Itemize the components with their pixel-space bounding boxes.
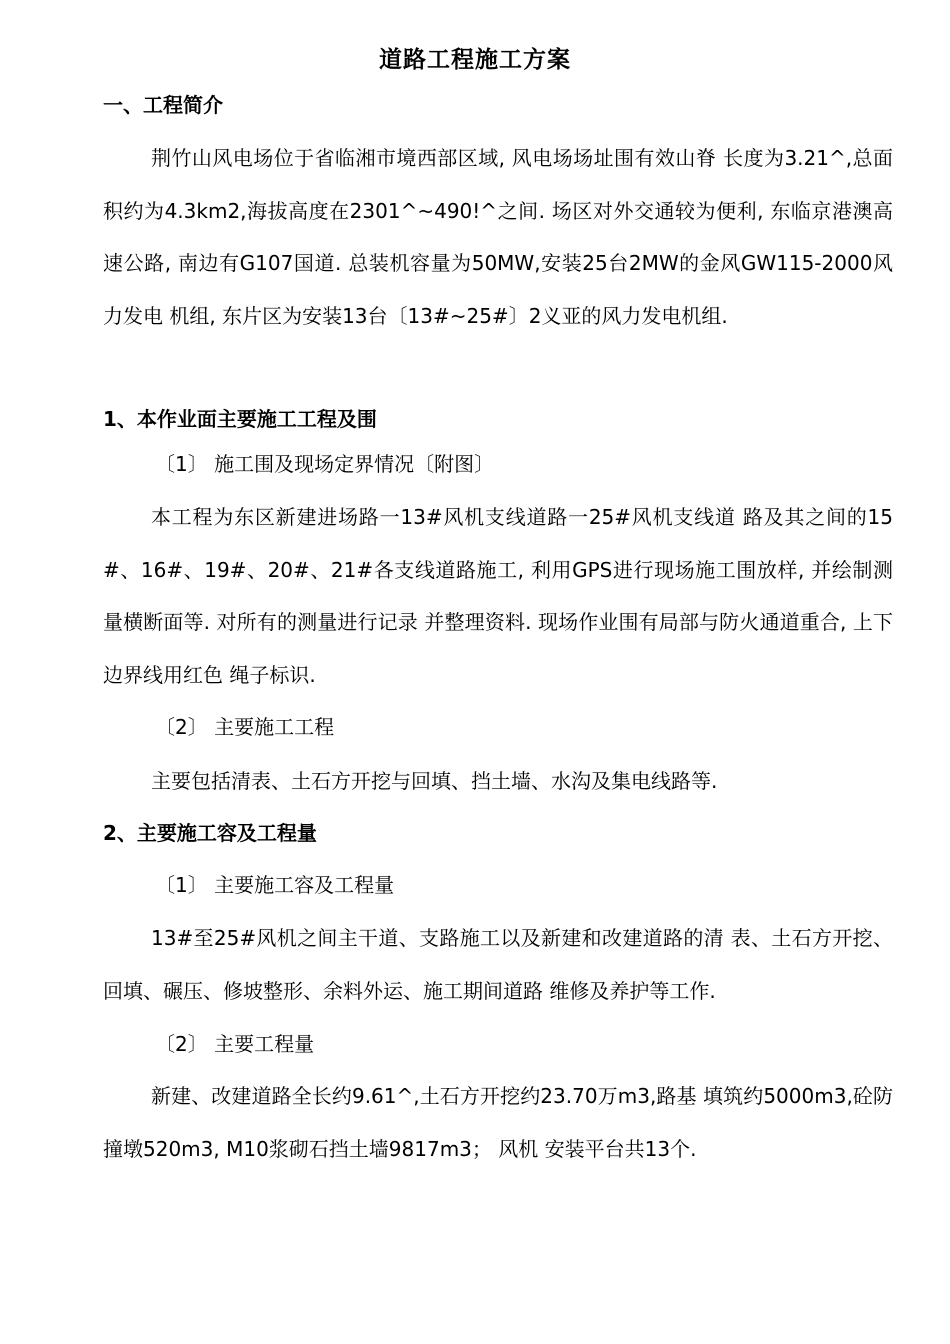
paragraph-overview: 荆竹山风电场位于省临湘市境西部区域, 风电场场址围有效山脊 长度为3.21^,总面积约为4.3km2,海拔高度在2301^~490!^之间. 场区对外交通较为便利, 东临京港澳高速公路, 南边有G107国道. 总装机容量为50MW,安装25台2MW的金风GW115-2000风力发电 机组, 东片区为安装13台〔13#~25#〕2义亚的风力发电机组.: [103, 146, 893, 328]
paragraph-main-works: 主要包括清表、土石方开挖与回填、挡土墙、水沟及集电线路等.: [151, 769, 718, 793]
section-heading-overview: 一、工程简介: [103, 93, 223, 117]
document-title: 道路工程施工方案: [379, 47, 571, 73]
section-heading-scope: 1、本作业面主要施工工程及围: [103, 407, 377, 431]
paragraph-main-quantities: 新建、改建道路全长约9.61^,土石方开挖约23.70万m3,路基 填筑约5000m3,砼防撞墩520m3, M10浆砌石挡土墙9817m3； 风机 安装平台共13个.: [103, 1084, 893, 1161]
subheading-main-content: 〔1〕 主要施工容及工程量: [155, 873, 395, 897]
subheading-main-works: 〔2〕 主要施工工程: [155, 715, 335, 739]
subheading-construction-boundary: 〔1〕 施工围及现场定界情况〔附图〕: [155, 452, 495, 476]
paragraph-construction-boundary: 本工程为东区新建进场路一13#风机支线道路一25#风机支线道 路及其之间的15#、16#、19#、20#、21#各支线道路施工, 利用GPS进行现场施工围放样, 并绘制测量横断面等. 对所有的测量进行记录 并整理资料. 现场作业围有局部与防火通道重合, 上下边界线用红色 绳子标识.: [103, 505, 893, 687]
section-heading-quantities: 2、主要施工容及工程量: [103, 821, 317, 845]
paragraph-main-content: 13#至25#风机之间主干道、支路施工以及新建和改建道路的清 表、土石方开挖、回填、碾压、修坡整形、余料外运、施工期间道路 维修及养护等工作.: [103, 926, 893, 1003]
subheading-main-quantities: 〔2〕 主要工程量: [155, 1032, 315, 1056]
